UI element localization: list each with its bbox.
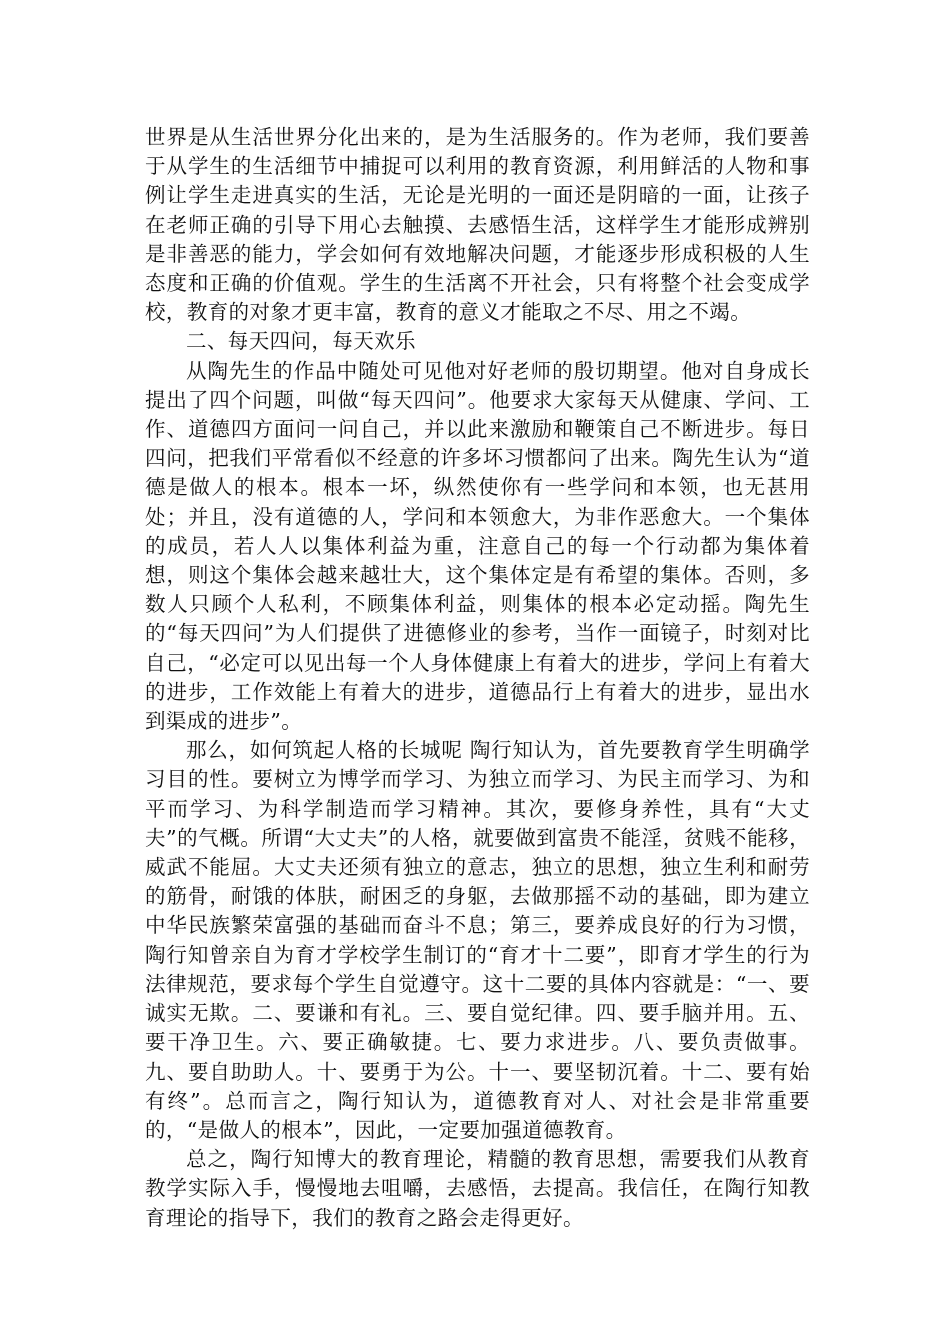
- paragraph-four-questions: 从陶先生的作品中随处可见他对好老师的殷切期望。他对自身成长提出了四个问题，叫做“每天四问”。他要求大家每天从健康、学问、工作、道德四方面问一问自己，并以此来激励和鞭策自己不断进步。每日四问，把我们平常看似不经意的许多坏习惯都问了出来。陶先生认为“道德是做人的根本。根本一坏，纵然使你有一些学问和本领，也无甚用处；并且，没有道德的人，学问和本领愈大，为非作恶愈大。一个集体的成员，若人人以集体利益为重，注意自己的每一个行动都为集体着想，则这个集体会越来越壮大，这个集体定是有希望的集体。否则，多数人只顾个人私利，不顾集体利益，则集体的根本必定动摇。陶先生的“每天四问”为人们提供了进德修业的参考，当作一面镜子，时刻对比自己，“必定可以见出每一个人身体健康上有着大的进步，学问上有着大的进步，工作效能上有着大的进步，道德品行上有着大的进步，显出水到渠成的进步”。: [145, 358, 810, 734]
- section-heading: 二、每天四问，每天欢乐: [186, 329, 416, 354]
- paragraph-conclusion: 总之，陶行知博大的教育理论，精髓的教育思想，需要我们从教育教学实际入手，慢慢地去咀嚼，去感悟，去提高。我信任，在陶行知教育理论的指导下，我们的教育之路会走得更好。: [145, 1147, 810, 1230]
- paragraph-continuation: 世界是从生活世界分化出来的，是为生活服务的。作为老师，我们要善于从学生的生活细节中捕捉可以利用的教育资源，利用鲜活的人物和事例让学生走进真实的生活，无论是光明的一面还是阴暗的一面，让孩子在老师正确的引导下用心去触摸、去感悟生活，这样学生才能形成辨别是非善恶的能力，学会如何有效地解决问题，才能逐步形成积极的人生态度和正确的价值观。学生的生活离不开社会，只有将整个社会变成学校，教育的对象才更丰富，教育的意义才能取之不尽、用之不竭。: [145, 125, 810, 325]
- document-body: [145, 123, 810, 1233]
- paragraph-personality: 那么，如何筑起人格的长城呢 陶行知认为，首先要教育学生明确学习目的性。要树立为博学而学习、为独立而学习、为民主而学习、为和平而学习、为科学制造而学习精神。其次，要修身养性，具有“大丈夫”的气概。所谓“大丈夫”的人格，就要做到富贵不能淫，贫贱不能移，威武不能屈。大丈夫还须有独立的意志，独立的思想，独立生利和耐劳的筋骨，耐饿的体肤，耐困乏的身躯，去做那摇不动的基础，即为建立中华民族繁荣富强的基础而奋斗不息；第三，要养成良好的行为习惯，陶行知曾亲自为育才学校学生制订的“育才十二要”，即育才学生的行为法律规范，要求每个学生自觉遵守。这十二要的具体内容就是：“一、要诚实无欺。二、要谦和有礼。三、要自觉纪律。四、要手脑并用。五、要干净卫生。六、要正确敏捷。七、要力求进步。八、要负责做事。九、要自助助人。十、要勇于为公。十一、要坚韧沉着。十二、要有始有终”。总而言之，陶行知认为，道德教育对人、对社会是非常重要的，“是做人的根本”，因此，一定要加强道德教育。: [145, 738, 810, 1142]
